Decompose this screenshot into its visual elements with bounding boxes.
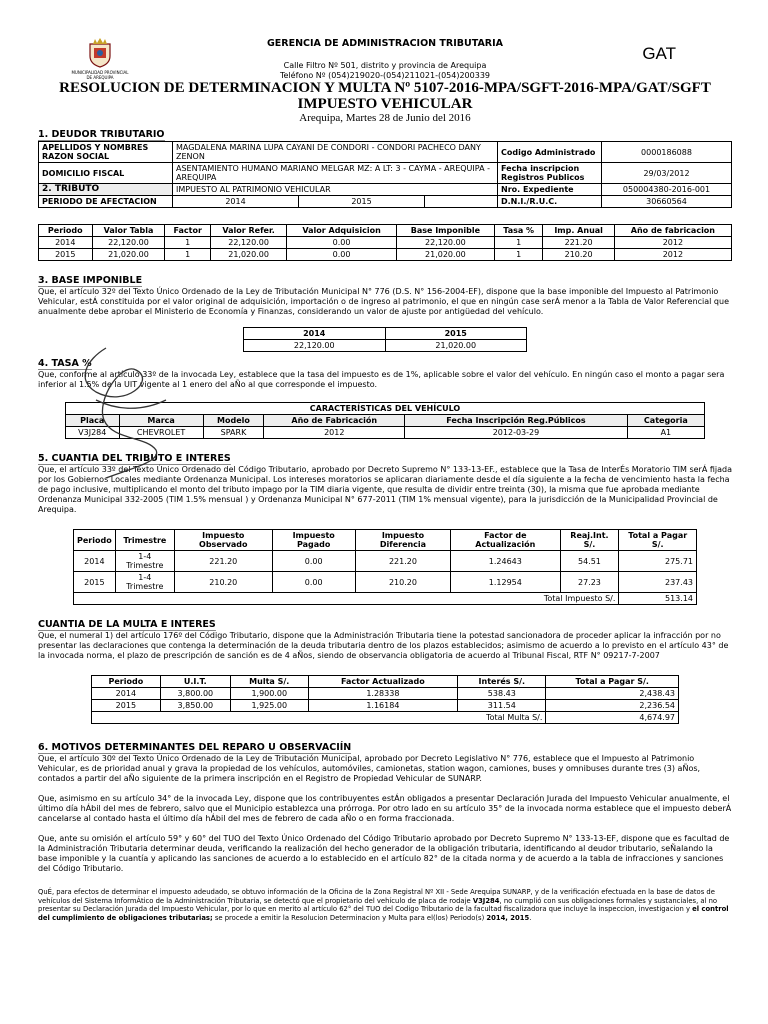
dni-label: D.N.I./R.U.C. — [498, 196, 602, 208]
issue-date: Arequipa, Martes 28 de Junio del 2016 — [299, 112, 471, 124]
periodo-empty-cell — [425, 196, 498, 208]
footer-text: , no cumplió con sus obligaciones formales y sustanciales, al no presentar su Declaración Jurada del Impuesto Vehicular, por lo que en merito al artículo 62° del TUO del Codigo Tributario de la facultad fiscalizadora que incluye la inspeccion, investigacion y — [38, 896, 718, 913]
multa-header: Multa S/. — [230, 676, 308, 688]
section-cuantia-heading: 5. CUANTIA DEL TRIBUTO E INTERES — [38, 453, 231, 464]
valores-cell: 221.20 — [543, 237, 614, 249]
multa-cell: 3,850.00 — [160, 700, 230, 712]
multa-header: Periodo — [92, 676, 161, 688]
cuantia-header: Periodo — [74, 530, 116, 551]
periodo-value-1: 2014 — [173, 196, 299, 208]
valores-cell: 210.20 — [543, 249, 614, 261]
multa-total-label: Total Multa S/. — [92, 712, 546, 724]
vehiculo-cell: 2012 — [264, 427, 405, 439]
valores-cell: 2012 — [614, 249, 731, 261]
vehiculo-header: Categoria — [627, 415, 704, 427]
multa-header: Factor Actualizado — [308, 676, 458, 688]
cuantia-cell: 237.43 — [619, 572, 697, 593]
valores-cell: 21,020.00 — [396, 249, 494, 261]
name-label: APELLIDOS Y NOMBRES RAZON SOCIAL — [39, 142, 173, 163]
section-deudor-heading: 1. DEUDOR TRIBUTARIO — [38, 129, 165, 140]
section-tasa-heading: 4. TASA % — [38, 358, 92, 369]
valores-header: Periodo — [39, 225, 93, 237]
multa-cell: 2,438.43 — [546, 688, 679, 700]
cuantia-cell: 0.00 — [272, 572, 355, 593]
multa-cell: 311.54 — [458, 700, 546, 712]
base-year-header: 2015 — [385, 328, 527, 340]
base-value-cell: 21,020.00 — [385, 340, 527, 352]
valores-header-row — [39, 225, 732, 237]
cuantia-cell: 1-4 Trimestre — [115, 551, 174, 572]
cuantia-header: Factor de Actualización — [451, 530, 560, 551]
valores-header: Valor Adquisicion — [287, 225, 397, 237]
fecha-value: 29/03/2012 — [602, 163, 732, 184]
dni-value: 30660564 — [602, 196, 732, 208]
domicilio-label: DOMICILIO FISCAL — [39, 163, 173, 184]
table-row — [39, 249, 732, 261]
cuantia-cell: 275.71 — [619, 551, 697, 572]
valores-cell: 2014 — [39, 237, 93, 249]
valores-header: Valor Tabla — [92, 225, 165, 237]
codigo-value: 0000186088 — [602, 142, 732, 163]
name-value: MAGDALENA MARINA LUPA CAYANI DE CONDORI - CONDORI PACHECO DANY ZENON — [173, 142, 498, 163]
document-header — [38, 30, 732, 80]
agency-phone: Teléfono Nº (054)219020-(054)211021-(054)200339 — [279, 71, 491, 80]
base-table — [243, 327, 527, 352]
valores-cell: 21,020.00 — [210, 249, 286, 261]
valores-header: Tasa % — [494, 225, 543, 237]
cuantia-total-value: 513.14 — [619, 593, 697, 605]
valores-header: Factor — [165, 225, 210, 237]
footer-bold: el control del cumplimiento de obligaciones tributarias; — [38, 905, 729, 922]
multa-cell: 2,236.54 — [546, 700, 679, 712]
valores-cell: 1 — [165, 249, 210, 261]
valores-header: Base Imponible — [396, 225, 494, 237]
base-value-cell: 22,120.00 — [244, 340, 386, 352]
periodo-label: PERIODO DE AFECTACION — [39, 196, 173, 208]
table-row — [92, 700, 679, 712]
cuantia-cell: 27.23 — [560, 572, 619, 593]
table-row — [92, 688, 679, 700]
gat-label: GAT — [642, 44, 676, 63]
multa-header: Interés S/. — [458, 676, 546, 688]
multa-cell: 1,925.00 — [230, 700, 308, 712]
multa-cell: 3,800.00 — [160, 688, 230, 700]
multa-cell: 2015 — [92, 700, 161, 712]
vehiculo-header: Año de Fabricación — [264, 415, 405, 427]
domicilio-value: ASENTAMIENTO HUMANO MARIANO MELGAR MZ: A LT: 3 - CAYMA - AREQUIPA - AREQUIPA — [173, 163, 498, 184]
resolution-title: RESOLUCION DE DETERMINACION Y MULTA Nº 5107-2016-MPA/SGFT-2016-MPA/GAT/SGFT — [59, 80, 711, 96]
tributo-label: 2. TRIBUTO — [39, 184, 173, 196]
valores-cell: 1 — [494, 249, 543, 261]
vehiculo-cell: SPARK — [203, 427, 264, 439]
multa-header: U.I.T. — [160, 676, 230, 688]
vehiculo-cell: V3J284 — [66, 427, 120, 439]
cuantia-header: Total a Pagar S/. — [619, 530, 697, 551]
cuantia-header: Impuesto Pagado — [272, 530, 355, 551]
cuantia-header: Trimestre — [115, 530, 174, 551]
multa-cell: 1.16184 — [308, 700, 458, 712]
valores-cell: 0.00 — [287, 249, 397, 261]
motivos-paragraph-3: Que, ante su omisión el artículo 59° y 60° del TUO del Texto Único Ordenado del Código Tributario aprobado por Decreto Supremo N° 133-13-EF, dispone que es facultad de la Administración Tributaria determinar deuda, verificando la realización del hecho generador de la obligación tributaria, identificando al deudor tributario, seÑalando la base imponible y la cuantía y aplicando las sanciones de acuerdo a lo establecido en el artículo 82° de la citada norma y de acuerdo a la tabla de infracciones y sanciones del Código Tributario. — [38, 834, 730, 873]
valores-cell: 1 — [165, 237, 210, 249]
cuantia-header: Impuesto Observado — [174, 530, 272, 551]
footer-text: se procede a emitir la Resolucion Determinacion y Multa para el(los) Periodo(s) — [212, 913, 487, 922]
footer-periods: 2014, 2015 — [486, 913, 530, 922]
section-base-heading: 3. BASE IMPONIBLE — [38, 275, 143, 286]
vehiculo-header: Placa — [66, 415, 120, 427]
cuantia-cell: 1-4 Trimestre — [115, 572, 174, 593]
tasa-paragraph: Que, conforme al artículo 33º de la invocada Ley, establece que la tasa del impuesto es de 1%, aplicable sobre el valor del vehículo. En ningún caso el monto a pagar sera inferior al 1.5% de la UIT vigente al 1 enero del aÑo al que corresponde el impuesto. — [38, 370, 725, 389]
vehiculo-cell: CHEVROLET — [119, 427, 203, 439]
cuantia-paragraph: Que, el artículo 33º del Texto Único Ordenado del Código Tributario, aprobado por Decreto Supremo N° 133-13-EF., establece que la Tasa de InterÉs Moratorio TIM serÁ fijada por los Gobiernos Locales mediante Ordenanza Municipal. Los intereses moratorios se aplicaran diariamente desde el día siguiente a la fecha de vencimiento hasta la fecha de pago inclusive, multiplicando el monto del tributo impago por la TIM diaria vigente, que resulta de dividir entre treinta (30), la misma que fue aprobada mediante Ordenanza Municipal 332-2005 (TIM 1.5% mensual ) y Ordenanza Municipal N° 677-2011 (TIM 1% mensual vigente), para la jurisdicción de la Municipalidad Provincial de Arequipa. — [38, 465, 732, 514]
cuantia-cell: 54.51 — [560, 551, 619, 572]
valores-header: Valor Refer. — [210, 225, 286, 237]
table-row — [39, 237, 732, 249]
vehiculo-header: Marca — [119, 415, 203, 427]
base-paragraph: Que, el artículo 32º del Texto Único Ordenado de la Ley de Tributación Municipal N° 776 (D.S. N° 156-2004-EF), dispone que la base imponible del Impuesto al Patrimonio Vehicular, estÁ constituida por el valor original de adquisición, importación o de ingreso al patrimonio, el que en ningún case serÁ menor a la Tabla de Valor Referencial que anualmente debe aprobar el Ministerio de Economía y Finanzas, considerando un valor de ajuste por antigüedad del vehículo. — [38, 287, 729, 316]
section-motivos-heading: 6. MOTIVOS DETERMINANTES DEL REPARO U OBSERVACIÍN — [38, 742, 352, 753]
cuantia-cell: 2015 — [74, 572, 116, 593]
multa-cell: 1,900.00 — [230, 688, 308, 700]
valores-cell: 22,120.00 — [92, 237, 165, 249]
deudor-table — [38, 141, 732, 208]
footer-placa: V3J284 — [472, 896, 500, 905]
tax-type-title: IMPUESTO VEHICULAR — [297, 96, 473, 112]
cuantia-cell: 221.20 — [355, 551, 450, 572]
tributo-value: IMPUESTO AL PATRIMONIO VEHICULAR — [173, 184, 498, 196]
vehiculo-cell: A1 — [627, 427, 704, 439]
multa-total-value: 4,674.97 — [546, 712, 679, 724]
cuantia-header: Reaj.Int. S/. — [560, 530, 619, 551]
valores-cell: 22,120.00 — [210, 237, 286, 249]
cuantia-cell: 210.20 — [355, 572, 450, 593]
footer-paragraph — [38, 888, 732, 922]
periodo-value-2: 2015 — [299, 196, 425, 208]
cuantia-cell: 1.12954 — [451, 572, 560, 593]
cuantia-cell: 221.20 — [174, 551, 272, 572]
table-row — [74, 551, 697, 572]
valores-header: Imp. Anual — [543, 225, 614, 237]
valores-cell: 2015 — [39, 249, 93, 261]
base-year-header: 2014 — [244, 328, 386, 340]
multa-paragraph: Que, el numeral 1) del artículo 176º del Código Tributario, dispone que la Administración Tributaria tiene la potestad sancionadora de proceder aplicar la infracción por no presentar las declaraciones que contenga la determinación de la deuda tributaria dentro de los plazos establecidos; asimismo de acuerdo a lo previsto en el artículo 43° de la invocada norma, el plazo de prescripción de sanción es de 4 aÑos, siendo de observancia obligatoria de acuerdo al Tribunal Fiscal, RTF N° 09217-7-2007 — [38, 631, 729, 660]
motivos-paragraph-1: Que, el artículo 30º del Texto Único Ordenado de la Ley de Tributación Municipal, aprobado por Decreto Legislativo N° 776, establece que el Impuesto al Patrimonio Vehicular, es de prioridad anual y grava la propiedad de los vehículos, automóviles, camionetas, station wagon, camiones, buses y omnibuses durante tres (3) aÑos, contados a partir del aÑo siguiente de la primera inscripción en el Registro de Propiedad Vehicular de SUNARP. — [38, 754, 701, 783]
agency-name: GERENCIA DE ADMINISTRACION TRIBUTARIA — [266, 38, 503, 49]
agency-address: Calle Filtro Nº 501, distrito y provincia de Arequipa — [283, 61, 487, 70]
section-multa-heading: CUANTIA DE LA MULTA E INTERES — [38, 619, 216, 630]
valores-cell: 22,120.00 — [396, 237, 494, 249]
multa-header: Total a Pagar S/. — [546, 676, 679, 688]
cuantia-total-label: Total Impuesto S/. — [74, 593, 619, 605]
cuantia-cell: 2014 — [74, 551, 116, 572]
multa-cell: 2014 — [92, 688, 161, 700]
cuantia-cell: 210.20 — [174, 572, 272, 593]
valores-cell: 21,020.00 — [92, 249, 165, 261]
cuantia-cell: 1.24643 — [451, 551, 560, 572]
valores-table — [38, 224, 732, 261]
cuantia-table — [73, 529, 697, 605]
footer-end: . — [529, 913, 532, 922]
signature-icon — [66, 340, 176, 490]
valores-cell: 2012 — [614, 237, 731, 249]
cuantia-cell: 0.00 — [272, 551, 355, 572]
valores-cell: 1 — [494, 237, 543, 249]
motivos-paragraph-2: Que, asimismo en su artículo 34° de la invocada Ley, dispone que los contribuyentes estÁn obligados a presentar Declaración Jurada del Impuesto Vehicular anualmente, el último día hÁbil del mes de febrero, salvo que el Municipio establezca una prórroga. Por otro lado en su artículo 35° de la invocada norma establece que el impuesto deberÁ cancelarse al contado hasta el último día hÁbil del mes de febrero de cada aÑo o en forma fraccionada. — [38, 794, 732, 823]
expediente-value: 050004380-2016-001 — [602, 184, 732, 196]
multa-table — [91, 675, 679, 724]
vehiculo-table-title: CARACTERÍSTICAS DEL VEHÍCULO — [66, 403, 705, 415]
logo-caption: MUNICIPALIDAD PROVINCIAL DE AREQUIPA — [71, 70, 129, 80]
valores-header: Año de fabricacion — [614, 225, 731, 237]
multa-cell: 1.28338 — [308, 688, 458, 700]
table-row — [74, 572, 697, 593]
vehiculo-header: Modelo — [203, 415, 264, 427]
vehiculo-header: Fecha Inscripción Reg.Públicos — [405, 415, 627, 427]
codigo-label: Codigo Administrado — [498, 142, 602, 163]
valores-cell: 0.00 — [287, 237, 397, 249]
multa-cell: 538.43 — [458, 688, 546, 700]
expediente-label: Nro. Expediente — [498, 184, 602, 196]
cuantia-header: Impuesto Diferencia — [355, 530, 450, 551]
footer-text: QuÉ, para efectos de determinar el impuesto adeudado, se obtuvo información de la Oficina de la Zona Registral Nº XII - Sede Arequipa SUNARP, y de la verificación efectuada en la base de datos de vehículos del Sistema InformÁtico de la Administración Tributaria, se detectó que el propietario del vehículo de placa de rodaje — [38, 888, 715, 905]
fecha-label: Fecha inscripcion Registros Publicos — [498, 163, 602, 184]
vehiculo-cell: 2012-03-29 — [405, 427, 627, 439]
